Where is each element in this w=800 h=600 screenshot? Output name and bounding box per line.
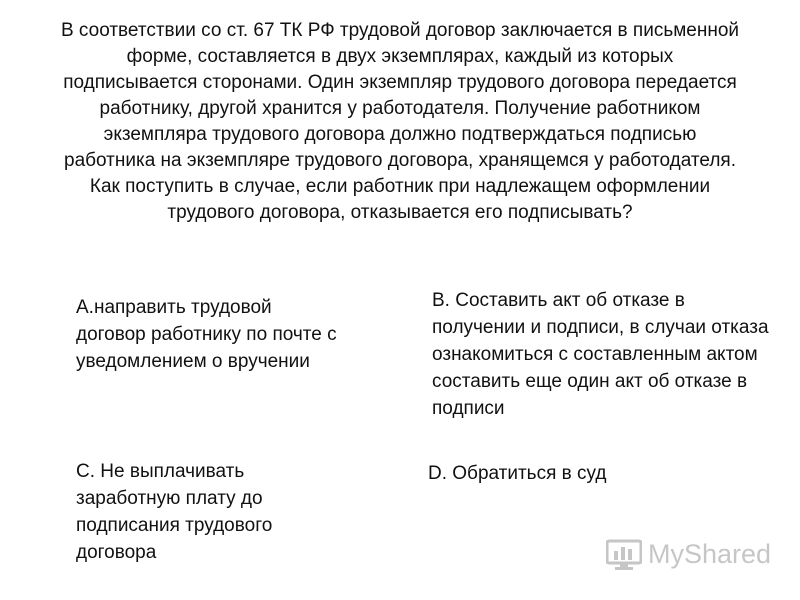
answer-option-d: D. Обратиться в суд [428, 463, 607, 484]
answer-option-b: В. Составить акт об отказе в получении и подписи, в случаи отказа ознакомиться с составленным актом составить еще один акт об отказе в подписи [432, 290, 769, 419]
answer-option-a: А.направить трудовой договор работнику по почте с уведомлением о вручении [76, 297, 337, 372]
answer-option-c: С. Не выплачивать заработную плату до подписания трудового договора [76, 461, 273, 563]
watermark-logo [606, 536, 772, 572]
watermark-text: MyShared [648, 538, 772, 569]
bar-chart-logo-icon [606, 538, 642, 570]
question-text: В соответствии со ст. 67 ТК РФ трудовой договор заключается в письменной форме, составляется в двух экземплярах, каждый из которых подписывается сторонами. Один экземпляр трудового договора передается работнику, другой хранится у работодателя. Получение работником экземпляра трудового договора должно подтверждаться подписью работника на экземпляре трудового договора, хранящемся у работодателя. Как поступить в случае, если работник при надлежащем оформлении трудового договора, отказывается его подписывать? [60, 20, 740, 223]
